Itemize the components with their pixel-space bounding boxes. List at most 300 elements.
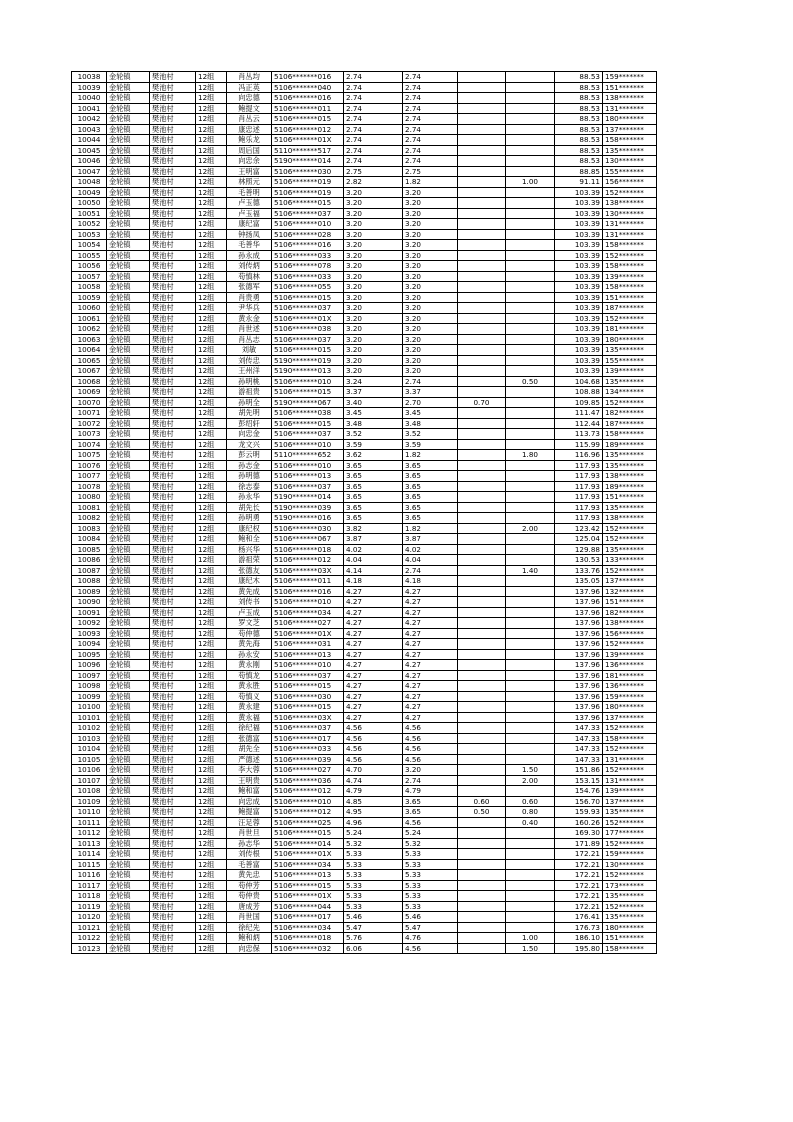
person-name-cell: 杨兴华 xyxy=(227,544,272,555)
area-c-cell xyxy=(506,891,555,902)
group-cell: 12组 xyxy=(196,187,227,198)
phone-cell: 159******* xyxy=(603,72,657,83)
record-id-cell: 10114 xyxy=(72,849,107,860)
table-row xyxy=(72,786,657,797)
area-a-cell: 3.20 xyxy=(403,240,458,251)
town-cell: 金轮镇 xyxy=(107,208,150,219)
village-cell: 樊池村 xyxy=(150,859,196,870)
area-c-cell xyxy=(506,901,555,912)
area-b-cell xyxy=(458,765,506,776)
area-b-cell xyxy=(458,481,506,492)
area-c-cell xyxy=(506,702,555,713)
group-cell: 12组 xyxy=(196,397,227,408)
group-cell: 12组 xyxy=(196,145,227,156)
amount-cell: 129.88 xyxy=(555,544,603,555)
table-row xyxy=(72,387,657,398)
area-a-cell: 4.27 xyxy=(403,649,458,660)
total-area-cell: 3.87 xyxy=(344,534,403,545)
person-name-cell: 王明富 xyxy=(227,166,272,177)
record-id-cell: 10056 xyxy=(72,261,107,272)
record-id-cell: 10081 xyxy=(72,502,107,513)
table-row xyxy=(72,660,657,671)
record-id-cell: 10106 xyxy=(72,765,107,776)
phone-cell: 139******* xyxy=(603,649,657,660)
group-cell: 12组 xyxy=(196,576,227,587)
id-number-cell: 5106*******018 xyxy=(272,544,344,555)
phone-cell: 135******* xyxy=(603,502,657,513)
phone-cell: 138******* xyxy=(603,93,657,104)
amount-cell: 88.53 xyxy=(555,93,603,104)
record-id-cell: 10097 xyxy=(72,670,107,681)
amount-cell: 88.53 xyxy=(555,103,603,114)
phone-cell: 137******* xyxy=(603,576,657,587)
area-a-cell: 3.20 xyxy=(403,250,458,261)
area-a-cell: 1.82 xyxy=(403,450,458,461)
person-name-cell: 康纪权 xyxy=(227,523,272,534)
area-c-cell xyxy=(506,271,555,282)
id-number-cell: 5106*******037 xyxy=(272,303,344,314)
area-a-cell: 3.20 xyxy=(403,324,458,335)
amount-cell: 130.53 xyxy=(555,555,603,566)
person-name-cell: 肖世述 xyxy=(227,324,272,335)
table-row xyxy=(72,817,657,828)
total-area-cell: 5.33 xyxy=(344,859,403,870)
area-b-cell xyxy=(458,733,506,744)
area-a-cell: 3.20 xyxy=(403,334,458,345)
area-b-cell xyxy=(458,513,506,524)
amount-cell: 147.33 xyxy=(555,733,603,744)
amount-cell: 137.96 xyxy=(555,712,603,723)
area-a-cell: 5.33 xyxy=(403,891,458,902)
person-name-cell: 罗文芝 xyxy=(227,618,272,629)
total-area-cell: 3.20 xyxy=(344,366,403,377)
town-cell: 金轮镇 xyxy=(107,93,150,104)
area-c-cell xyxy=(506,859,555,870)
table-row xyxy=(72,828,657,839)
id-number-cell: 5106*******034 xyxy=(272,859,344,870)
phone-cell: 182******* xyxy=(603,607,657,618)
total-area-cell: 3.52 xyxy=(344,429,403,440)
town-cell: 金轮镇 xyxy=(107,712,150,723)
town-cell: 金轮镇 xyxy=(107,408,150,419)
record-id-cell: 10065 xyxy=(72,355,107,366)
id-number-cell: 5106*******015 xyxy=(272,880,344,891)
id-number-cell: 5106*******037 xyxy=(272,481,344,492)
person-name-cell: 张德富 xyxy=(227,733,272,744)
village-cell: 樊池村 xyxy=(150,838,196,849)
phone-cell: 159******* xyxy=(603,691,657,702)
group-cell: 12组 xyxy=(196,544,227,555)
area-c-cell xyxy=(506,387,555,398)
area-c-cell xyxy=(506,880,555,891)
total-area-cell: 3.20 xyxy=(344,345,403,356)
phone-cell: 155******* xyxy=(603,166,657,177)
town-cell: 金轮镇 xyxy=(107,429,150,440)
amount-cell: 137.96 xyxy=(555,628,603,639)
person-name-cell: 鲍提文 xyxy=(227,103,272,114)
group-cell: 12组 xyxy=(196,775,227,786)
person-name-cell: 汪足蓉 xyxy=(227,817,272,828)
amount-cell: 172.21 xyxy=(555,891,603,902)
phone-cell: 159******* xyxy=(603,849,657,860)
amount-cell: 172.21 xyxy=(555,870,603,881)
village-cell: 樊池村 xyxy=(150,103,196,114)
total-area-cell: 3.20 xyxy=(344,198,403,209)
total-area-cell: 2.74 xyxy=(344,93,403,104)
person-name-cell: 徐纪先 xyxy=(227,922,272,933)
area-a-cell: 3.20 xyxy=(403,208,458,219)
village-cell: 樊池村 xyxy=(150,912,196,923)
total-area-cell: 3.65 xyxy=(344,460,403,471)
group-cell: 12组 xyxy=(196,786,227,797)
amount-cell: 103.39 xyxy=(555,198,603,209)
total-area-cell: 4.27 xyxy=(344,712,403,723)
record-id-cell: 10113 xyxy=(72,838,107,849)
area-a-cell: 3.20 xyxy=(403,198,458,209)
village-cell: 樊池村 xyxy=(150,250,196,261)
area-a-cell: 1.82 xyxy=(403,523,458,534)
person-name-cell: 康忠述 xyxy=(227,124,272,135)
amount-cell: 117.93 xyxy=(555,471,603,482)
record-id-cell: 10093 xyxy=(72,628,107,639)
amount-cell: 103.39 xyxy=(555,334,603,345)
area-a-cell: 2.74 xyxy=(403,145,458,156)
area-c-cell xyxy=(506,870,555,881)
area-c-cell xyxy=(506,324,555,335)
person-name-cell: 孙明德 xyxy=(227,471,272,482)
record-id-cell: 10064 xyxy=(72,345,107,356)
group-cell: 12组 xyxy=(196,555,227,566)
area-c-cell xyxy=(506,156,555,167)
village-cell: 樊池村 xyxy=(150,481,196,492)
id-number-cell: 5106*******031 xyxy=(272,639,344,650)
area-c-cell xyxy=(506,408,555,419)
area-b-cell: 0.70 xyxy=(458,397,506,408)
record-id-cell: 10085 xyxy=(72,544,107,555)
person-name-cell: 龙文兴 xyxy=(227,439,272,450)
amount-cell: 160.26 xyxy=(555,817,603,828)
town-cell: 金轮镇 xyxy=(107,334,150,345)
group-cell: 12组 xyxy=(196,72,227,83)
area-a-cell: 3.37 xyxy=(403,387,458,398)
table-row xyxy=(72,481,657,492)
phone-cell: 180******* xyxy=(603,702,657,713)
village-cell: 樊池村 xyxy=(150,660,196,671)
id-number-cell: 5106*******015 xyxy=(272,345,344,356)
phone-cell: 156******* xyxy=(603,628,657,639)
record-id-cell: 10058 xyxy=(72,282,107,293)
area-a-cell: 3.87 xyxy=(403,534,458,545)
group-cell: 12组 xyxy=(196,670,227,681)
person-name-cell: 康纪木 xyxy=(227,576,272,587)
group-cell: 12组 xyxy=(196,166,227,177)
town-cell: 金轮镇 xyxy=(107,313,150,324)
table-row xyxy=(72,187,657,198)
person-name-cell: 向忠成 xyxy=(227,796,272,807)
group-cell: 12组 xyxy=(196,702,227,713)
group-cell: 12组 xyxy=(196,691,227,702)
total-area-cell: 5.33 xyxy=(344,880,403,891)
table-row xyxy=(72,859,657,870)
area-b-cell xyxy=(458,576,506,587)
total-area-cell: 5.76 xyxy=(344,933,403,944)
amount-cell: 137.96 xyxy=(555,660,603,671)
amount-cell: 137.96 xyxy=(555,681,603,692)
record-id-cell: 10054 xyxy=(72,240,107,251)
person-name-cell: 向忠保 xyxy=(227,943,272,954)
amount-cell: 103.39 xyxy=(555,313,603,324)
amount-cell: 137.96 xyxy=(555,639,603,650)
area-a-cell: 4.56 xyxy=(403,723,458,734)
town-cell: 金轮镇 xyxy=(107,649,150,660)
total-area-cell: 5.46 xyxy=(344,912,403,923)
village-cell: 樊池村 xyxy=(150,135,196,146)
town-cell: 金轮镇 xyxy=(107,124,150,135)
area-a-cell: 2.74 xyxy=(403,376,458,387)
record-id-cell: 10051 xyxy=(72,208,107,219)
group-cell: 12组 xyxy=(196,345,227,356)
amount-cell: 195.80 xyxy=(555,943,603,954)
area-b-cell xyxy=(458,775,506,786)
area-c-cell xyxy=(506,145,555,156)
area-b-cell xyxy=(458,586,506,597)
area-b-cell xyxy=(458,177,506,188)
area-b-cell xyxy=(458,670,506,681)
village-cell: 樊池村 xyxy=(150,313,196,324)
id-number-cell: 5190*******014 xyxy=(272,156,344,167)
total-area-cell: 4.02 xyxy=(344,544,403,555)
person-name-cell: 孙明勇 xyxy=(227,513,272,524)
record-id-cell: 10042 xyxy=(72,114,107,125)
table-row xyxy=(72,450,657,461)
area-c-cell xyxy=(506,723,555,734)
area-a-cell: 4.27 xyxy=(403,639,458,650)
village-cell: 樊池村 xyxy=(150,282,196,293)
village-cell: 樊池村 xyxy=(150,261,196,272)
total-area-cell: 2.74 xyxy=(344,103,403,114)
amount-cell: 117.93 xyxy=(555,460,603,471)
table-row xyxy=(72,628,657,639)
village-cell: 樊池村 xyxy=(150,177,196,188)
area-a-cell: 3.20 xyxy=(403,292,458,303)
area-c-cell xyxy=(506,439,555,450)
record-id-cell: 10067 xyxy=(72,366,107,377)
area-a-cell: 2.74 xyxy=(403,72,458,83)
area-c-cell xyxy=(506,166,555,177)
area-a-cell: 4.56 xyxy=(403,754,458,765)
area-c-cell: 0.60 xyxy=(506,796,555,807)
record-id-cell: 10092 xyxy=(72,618,107,629)
id-number-cell: 5106*******033 xyxy=(272,271,344,282)
total-area-cell: 4.79 xyxy=(344,786,403,797)
total-area-cell: 4.74 xyxy=(344,775,403,786)
group-cell: 12组 xyxy=(196,880,227,891)
area-b-cell xyxy=(458,145,506,156)
area-c-cell xyxy=(506,187,555,198)
person-name-cell: 毛善华 xyxy=(227,240,272,251)
town-cell: 金轮镇 xyxy=(107,849,150,860)
town-cell: 金轮镇 xyxy=(107,103,150,114)
area-a-cell: 3.65 xyxy=(403,471,458,482)
phone-cell: 152******* xyxy=(603,397,657,408)
record-id-cell: 10078 xyxy=(72,481,107,492)
amount-cell: 172.21 xyxy=(555,859,603,870)
group-cell: 12组 xyxy=(196,849,227,860)
town-cell: 金轮镇 xyxy=(107,796,150,807)
amount-cell: 88.53 xyxy=(555,145,603,156)
table-row xyxy=(72,586,657,597)
area-c-cell xyxy=(506,481,555,492)
id-number-cell: 5106*******016 xyxy=(272,240,344,251)
group-cell: 12组 xyxy=(196,439,227,450)
phone-cell: 189******* xyxy=(603,481,657,492)
town-cell: 金轮镇 xyxy=(107,744,150,755)
record-id-cell: 10077 xyxy=(72,471,107,482)
phone-cell: 152******* xyxy=(603,901,657,912)
village-cell: 樊池村 xyxy=(150,240,196,251)
table-row xyxy=(72,250,657,261)
area-a-cell: 5.24 xyxy=(403,828,458,839)
village-cell: 樊池村 xyxy=(150,544,196,555)
record-id-cell: 10098 xyxy=(72,681,107,692)
id-number-cell: 5106*******01X xyxy=(272,135,344,146)
town-cell: 金轮镇 xyxy=(107,681,150,692)
town-cell: 金轮镇 xyxy=(107,765,150,776)
total-area-cell: 3.48 xyxy=(344,418,403,429)
table-row xyxy=(72,492,657,503)
phone-cell: 139******* xyxy=(603,271,657,282)
record-id-cell: 10047 xyxy=(72,166,107,177)
total-area-cell: 4.14 xyxy=(344,565,403,576)
id-number-cell: 5106*******067 xyxy=(272,534,344,545)
person-name-cell: 刘传忠 xyxy=(227,355,272,366)
town-cell: 金轮镇 xyxy=(107,250,150,261)
area-a-cell: 5.46 xyxy=(403,912,458,923)
total-area-cell: 3.82 xyxy=(344,523,403,534)
town-cell: 金轮镇 xyxy=(107,534,150,545)
village-cell: 樊池村 xyxy=(150,355,196,366)
group-cell: 12组 xyxy=(196,607,227,618)
record-id-cell: 10109 xyxy=(72,796,107,807)
area-b-cell xyxy=(458,838,506,849)
area-c-cell xyxy=(506,786,555,797)
id-number-cell: 5106*******015 xyxy=(272,198,344,209)
person-name-cell: 胡先明 xyxy=(227,408,272,419)
area-a-cell: 4.27 xyxy=(403,702,458,713)
total-area-cell: 4.27 xyxy=(344,670,403,681)
amount-cell: 151.86 xyxy=(555,765,603,776)
record-id-cell: 10038 xyxy=(72,72,107,83)
total-area-cell: 4.27 xyxy=(344,597,403,608)
person-name-cell: 李大蓉 xyxy=(227,765,272,776)
town-cell: 金轮镇 xyxy=(107,145,150,156)
amount-cell: 176.41 xyxy=(555,912,603,923)
id-number-cell: 5106*******039 xyxy=(272,754,344,765)
record-id-cell: 10072 xyxy=(72,418,107,429)
area-b-cell xyxy=(458,240,506,251)
record-id-cell: 10089 xyxy=(72,586,107,597)
town-cell: 金轮镇 xyxy=(107,912,150,923)
record-id-cell: 10059 xyxy=(72,292,107,303)
person-name-cell: 鲍和富 xyxy=(227,786,272,797)
area-a-cell: 3.65 xyxy=(403,807,458,818)
table-row xyxy=(72,891,657,902)
table-row xyxy=(72,712,657,723)
town-cell: 金轮镇 xyxy=(107,72,150,83)
village-cell: 樊池村 xyxy=(150,723,196,734)
area-b-cell xyxy=(458,544,506,555)
town-cell: 金轮镇 xyxy=(107,450,150,461)
amount-cell: 103.39 xyxy=(555,250,603,261)
record-id-cell: 10057 xyxy=(72,271,107,282)
person-name-cell: 肖丛均 xyxy=(227,72,272,83)
town-cell: 金轮镇 xyxy=(107,366,150,377)
record-id-cell: 10112 xyxy=(72,828,107,839)
group-cell: 12组 xyxy=(196,534,227,545)
amount-cell: 135.05 xyxy=(555,576,603,587)
table-row xyxy=(72,733,657,744)
person-name-cell: 刘传根 xyxy=(227,849,272,860)
record-id-cell: 10086 xyxy=(72,555,107,566)
area-b-cell xyxy=(458,933,506,944)
id-number-cell: 5106*******012 xyxy=(272,555,344,566)
area-a-cell: 3.20 xyxy=(403,187,458,198)
amount-cell: 172.21 xyxy=(555,901,603,912)
id-number-cell: 5106*******013 xyxy=(272,471,344,482)
group-cell: 12组 xyxy=(196,838,227,849)
table-row xyxy=(72,618,657,629)
phone-cell: 130******* xyxy=(603,859,657,870)
person-name-cell: 苟慎义 xyxy=(227,691,272,702)
town-cell: 金轮镇 xyxy=(107,219,150,230)
town-cell: 金轮镇 xyxy=(107,618,150,629)
table-row xyxy=(72,103,657,114)
area-b-cell xyxy=(458,597,506,608)
area-c-cell: 0.40 xyxy=(506,817,555,828)
area-b-cell xyxy=(458,387,506,398)
area-b-cell xyxy=(458,891,506,902)
person-name-cell: 黄永胜 xyxy=(227,681,272,692)
phone-cell: 135******* xyxy=(603,376,657,387)
area-c-cell xyxy=(506,733,555,744)
total-area-cell: 5.24 xyxy=(344,828,403,839)
area-b-cell xyxy=(458,628,506,639)
village-cell: 樊池村 xyxy=(150,334,196,345)
record-id-cell: 10116 xyxy=(72,870,107,881)
group-cell: 12组 xyxy=(196,198,227,209)
record-id-cell: 10043 xyxy=(72,124,107,135)
town-cell: 金轮镇 xyxy=(107,135,150,146)
group-cell: 12组 xyxy=(196,712,227,723)
group-cell: 12组 xyxy=(196,460,227,471)
record-id-cell: 10123 xyxy=(72,943,107,954)
area-b-cell xyxy=(458,870,506,881)
village-cell: 樊池村 xyxy=(150,345,196,356)
total-area-cell: 3.37 xyxy=(344,387,403,398)
village-cell: 樊池村 xyxy=(150,523,196,534)
area-b-cell xyxy=(458,922,506,933)
person-name-cell: 黄永金 xyxy=(227,313,272,324)
area-b-cell xyxy=(458,828,506,839)
amount-cell: 133.76 xyxy=(555,565,603,576)
area-c-cell xyxy=(506,460,555,471)
table-row xyxy=(72,555,657,566)
town-cell: 金轮镇 xyxy=(107,397,150,408)
area-b-cell xyxy=(458,744,506,755)
village-cell: 樊池村 xyxy=(150,397,196,408)
area-b-cell xyxy=(458,429,506,440)
phone-cell: 135******* xyxy=(603,544,657,555)
